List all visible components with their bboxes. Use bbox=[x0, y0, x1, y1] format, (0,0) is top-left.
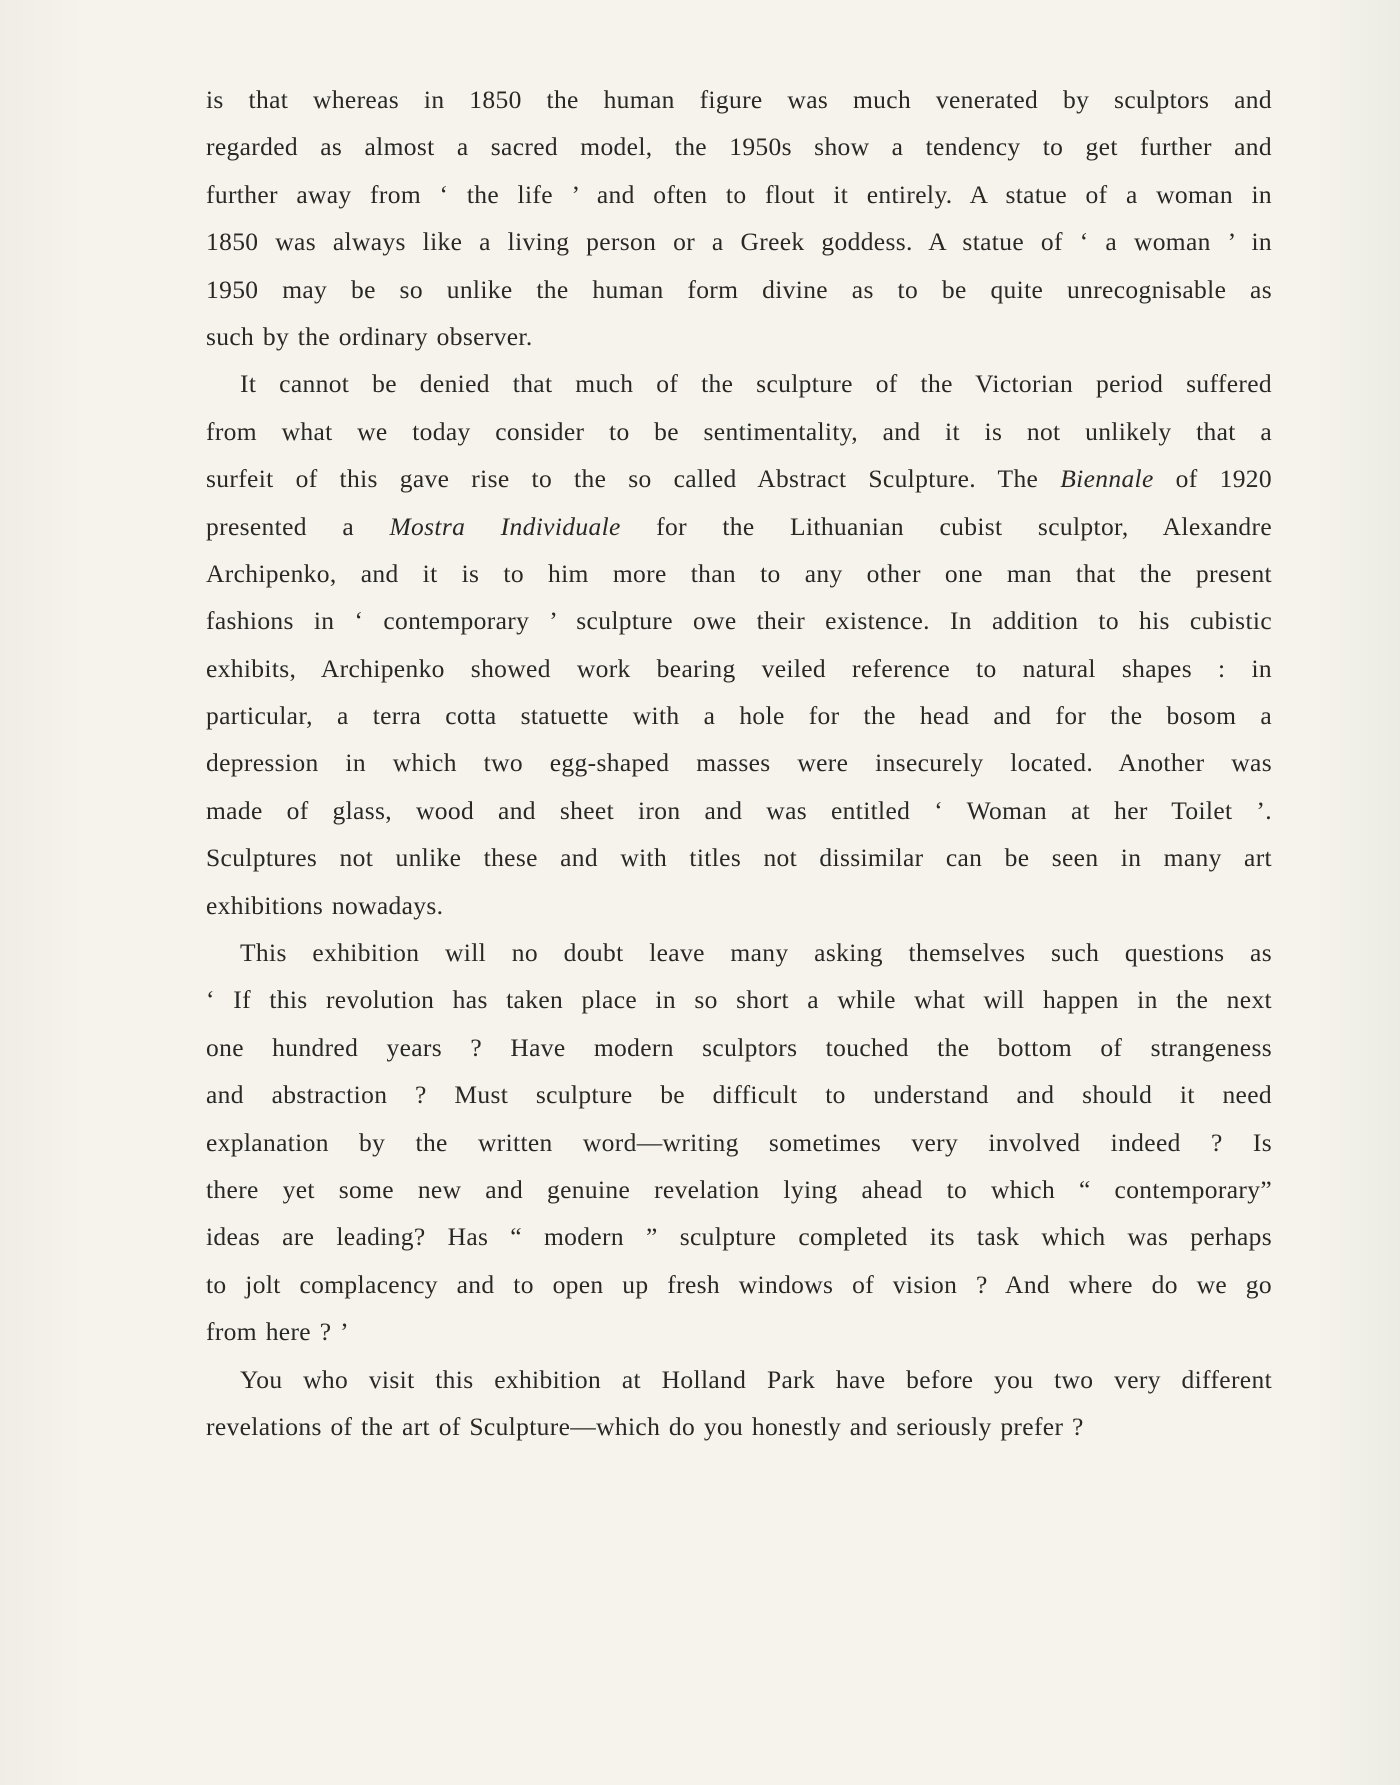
paragraph-3 bbox=[206, 929, 1272, 1356]
text-line: there yet some new and genuine revelation lying ahead to which “ contemporary” bbox=[206, 1174, 1272, 1204]
text-line: particular, a terra cotta statuette with a hole for the head and for the bosom a bbox=[206, 701, 1272, 731]
text-line: further away from ‘ the life ’ and often to flout it entirely. A statue of a woman in bbox=[206, 179, 1272, 209]
text-line: from what we today consider to be sentimentality, and it is not unlikely that a bbox=[206, 416, 1272, 446]
italic-title: Biennale bbox=[1060, 464, 1154, 494]
text-line: ‘ If this revolution has taken place in so short a while what will happen in the next bbox=[206, 985, 1272, 1015]
text-line: Archipenko, and it is to him more than to any other one man that the present bbox=[206, 558, 1272, 588]
text-line: Sculptures not unlike these and with titles not dissimilar can be seen in many art bbox=[206, 843, 1272, 873]
text-line: surfeit of this gave rise to the so called Abstract Sculpture. The Biennale of 1920 bbox=[206, 464, 1272, 494]
paragraph-1 bbox=[206, 76, 1272, 360]
text-line: such by the ordinary observer. bbox=[206, 321, 533, 351]
paragraph-2 bbox=[206, 360, 1272, 929]
text-line: presented a Mostra Individuale for the Lithuanian cubist sculptor, Alexandre bbox=[206, 511, 1272, 541]
text-line: is that whereas in 1850 the human figure was much venerated by sculptors and bbox=[206, 85, 1272, 114]
text-line: one hundred years ? Have modern sculptors touched the bottom of strangeness bbox=[206, 1032, 1272, 1062]
italic-title: Mostra Individuale bbox=[389, 511, 621, 541]
text-line: 1950 may be so unlike the human form divine as to be quite unrecognisable as bbox=[206, 274, 1272, 304]
text-line: fashions in ‘ contemporary ’ sculpture owe their existence. In addition to his cubistic bbox=[206, 606, 1272, 636]
body-text bbox=[206, 76, 1272, 1450]
text-line: It cannot be denied that much of the sculpture of the Victorian period suffered bbox=[240, 369, 1272, 399]
text-line: exhibitions nowadays. bbox=[206, 890, 444, 920]
text-line: 1850 was always like a living person or a Greek goddess. A statue of ‘ a woman ’ in bbox=[206, 227, 1272, 257]
text-line: This exhibition will no doubt leave many asking themselves such questions as bbox=[240, 938, 1272, 968]
text-line: depression in which two egg-shaped masses were insecurely located. Another was bbox=[206, 748, 1272, 778]
text-line: from here ? ’ bbox=[206, 1317, 349, 1347]
text-line: ideas are leading? Has “ modern ” sculpture completed its task which was perhaps bbox=[206, 1222, 1272, 1252]
text-line: made of glass, wood and sheet iron and was entitled ‘ Woman at her Toilet ’. bbox=[206, 795, 1272, 825]
paragraph-4 bbox=[206, 1356, 1272, 1451]
text-line: explanation by the written word—writing sometimes very involved indeed ? Is bbox=[206, 1127, 1272, 1157]
text-line: regarded as almost a sacred model, the 1950s show a tendency to get further and bbox=[206, 132, 1272, 162]
text-line: revelations of the art of Sculpture—which do you honestly and seriously prefer ? bbox=[206, 1411, 1084, 1441]
text-line: exhibits, Archipenko showed work bearing veiled reference to natural shapes : in bbox=[206, 653, 1272, 683]
text-line: and abstraction ? Must sculpture be difficult to understand and should it need bbox=[206, 1080, 1272, 1110]
text-line: to jolt complacency and to open up fresh windows of vision ? And where do we go bbox=[206, 1269, 1272, 1299]
text-line: You who visit this exhibition at Holland Park have before you two very different bbox=[240, 1364, 1272, 1394]
